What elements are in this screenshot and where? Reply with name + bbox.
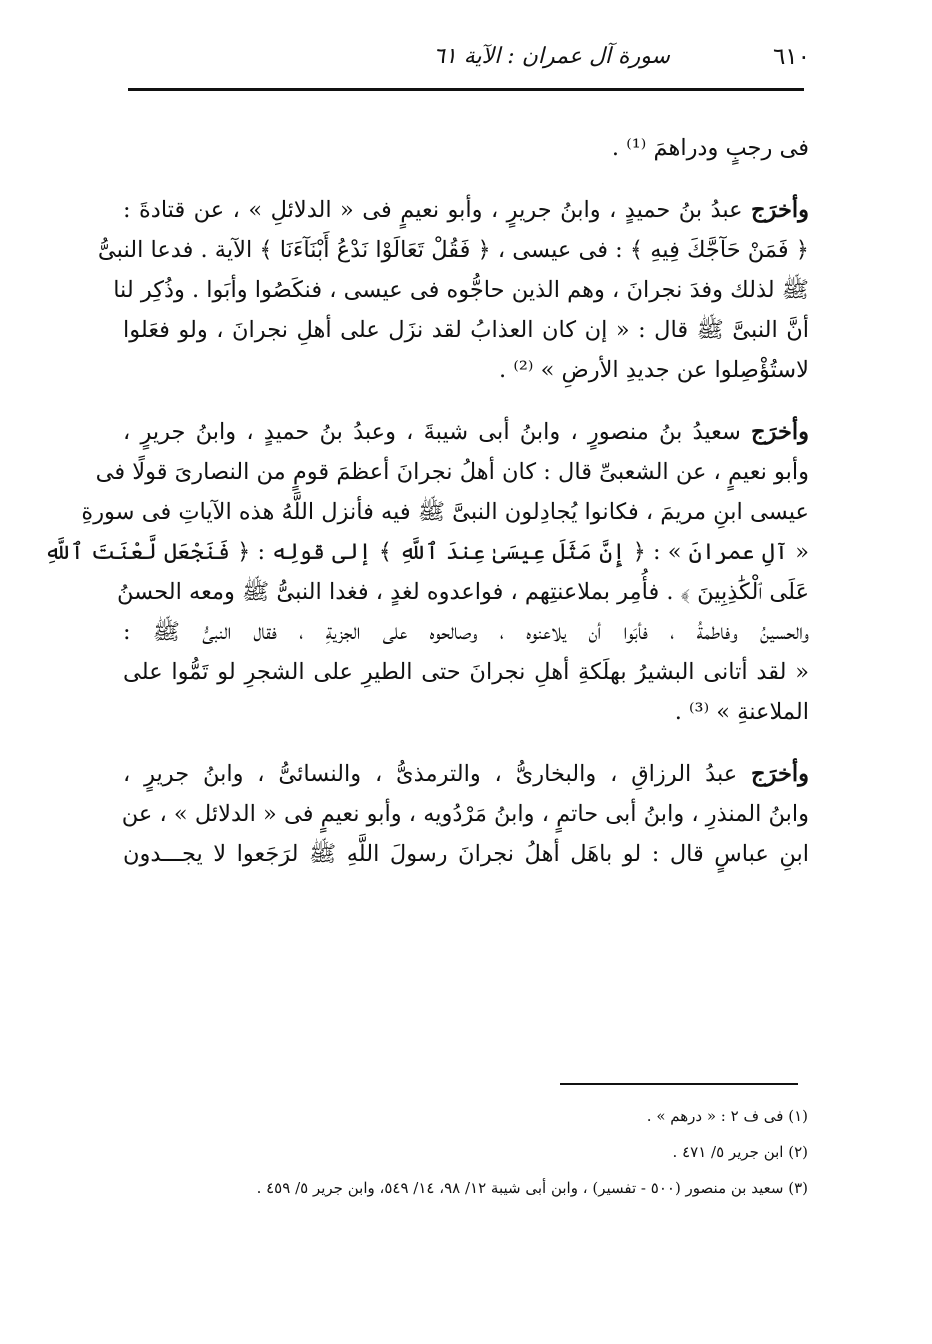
footnote-rule [560, 1083, 798, 1085]
text-line: وأخرَج عبدُ الرزاقِ ، والبخارىُّ ، والترمذىُّ ، والنسائىُّ ، وابنُ جريرٍ ، [123, 761, 809, 787]
text-line: ﴿ فَمَنْ حَآجَّكَ فِيهِ ﴾ : فى عيسى ، ﴿ فَقُلْ تَعَالَوْا نَدْعُ أَبْنَآءَنَا ﴾ الآية . فدعا النبىُّ [97, 237, 809, 263]
text-line: ﷺ لذلك وفدَ نجرانَ ، وهم الذين حاجُّوه فى عيسى ، فنكَصُوا وأبَوا . وذُكِر لنا [113, 277, 809, 303]
paragraph-lead-word: وأخرَج [751, 761, 809, 787]
text-line: والحسينُ وفاطمةُ ، فأبَوا أن يلاعنوه ، وصالحوه على الجزيةِ ، فقال النبىُّ ﷺ : [123, 619, 809, 645]
text-line: فى رجبٍ ودراهمَ ⁽¹⁾ . [611, 135, 809, 161]
running-header-title: سورة آل عمران : الآية ٦١ [433, 44, 670, 69]
paragraph [97, 190, 809, 390]
main-text [44, 128, 809, 874]
paragraph-lead-word: وأخرَج [751, 197, 809, 223]
footnotes [118, 1098, 808, 1206]
text-line: وابنُ المنذرِ ، وابنُ أبى حاتمٍ ، وابنُ مَرْدُويه ، وأبو نعيمٍ فى « الدلائل » ، عن [121, 801, 809, 827]
text-line: « لقد أتانى البشيرُ بهلَكةِ أهلِ نجرانَ حتى الطيرِ على الشجرِ لو تَمُّوا على [123, 659, 809, 685]
text-line: أنَّ النبىَّ ﷺ قال : « إن كان العذابُ لقد نزَل على أهلِ نجرانَ ، ولو فعَلوا [123, 317, 809, 343]
text-line: عَلَى ٱلْكَٰذِبِينَ ﴾ . فأُمِر بملاعنتِهم ، فواعدوه لغدٍ ، فغدا النبىُّ ﷺ ومعه الحسنُ [117, 579, 809, 605]
footnote: (٣) سعيد بن منصور (٥٠٠ - تفسير) ، وابن أبى شيبة ١٢/ ٩٨، ١٤/ ٥٤٩، وابن جرير ٥/ ٤٥٩ . [256, 1179, 808, 1197]
text-line: لاستُؤْصِلوا عن جديدِ الأرضِ » ⁽²⁾ . [499, 357, 809, 383]
text-line: ابنِ عباسٍ قال : لو باهَل أهلُ نجرانَ رسولَ اللَّهِ ﷺ لرَجَعوا لا يجـــدون [123, 841, 809, 867]
text-line: وأبو نعيمٍ ، عن الشعبىِّ قال : كان أهلُ نجرانَ أعظمَ قومٍ من النصارىَ قولًا فى [95, 459, 809, 485]
header-rule [128, 88, 804, 91]
text-line: وأخرَج سعيدُ بنُ منصورٍ ، وابنُ أبى شيبةَ ، وعبدُ بنُ حميدٍ ، وابنُ جريرٍ ، [123, 419, 809, 445]
paragraph [123, 128, 809, 168]
page-number: ٦١٠ [772, 44, 810, 70]
text-line: الملاعنةِ » ⁽³⁾ . [674, 699, 809, 725]
text-line: « آلِ عمرانَ » : ﴿ إِنَّ مَثَلَ عِيسَىٰ عِندَ ٱللَّهِ ﴾ إلى قولِه : ﴿ فَنَجْعَل لَّعْنَتَ ٱللَّهِ [44, 539, 809, 565]
footnote: (١) فى ف ٢ : « درهم » . [646, 1107, 808, 1125]
text-line: عيسى ابنِ مريمَ ، فكانوا يُجادِلون النبىَّ ﷺ فيه فأنزل اللَّهُ هذه الآياتِ فى سورةِ [81, 499, 809, 525]
paragraph [123, 754, 809, 874]
text-line: وأخرَج عبدُ بنُ حميدٍ ، وابنُ جريرٍ ، وأبو نعيمٍ فى « الدلائلِ » ، عن قتادةَ : [123, 197, 809, 223]
paragraph-lead-word: وأخرَج [751, 419, 809, 445]
paragraph [44, 412, 809, 732]
footnote: (٢) ابن جرير ٥/ ٤٧١ . [672, 1143, 808, 1161]
